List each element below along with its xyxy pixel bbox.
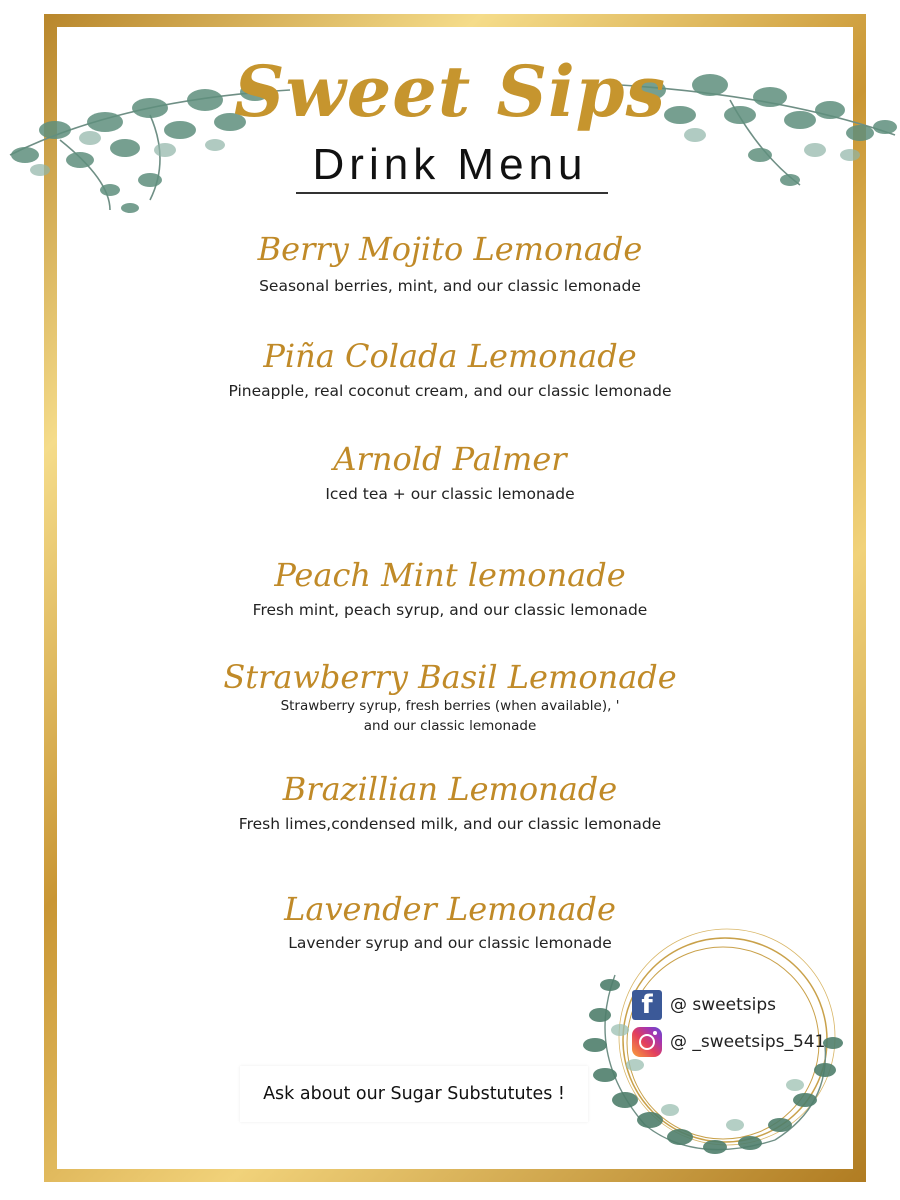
- menu-item-name: Peach Mint lemonade: [274, 556, 626, 594]
- menu-item-desc: Strawberry syrup, fresh berries (when available), ': [280, 698, 620, 714]
- facebook-icon: f: [632, 990, 662, 1020]
- menu-item-name: Strawberry Basil Lemonade: [223, 658, 677, 696]
- menu-subtitle: Drink Menu: [312, 140, 588, 189]
- menu-item-name: Berry Mojito Lemonade: [257, 230, 643, 268]
- instagram-link[interactable]: [632, 1027, 825, 1057]
- instagram-handle: @ _sweetsips_541: [670, 1032, 826, 1052]
- sugar-note: Ask about our Sugar Substututes !: [263, 1084, 565, 1104]
- menu-item-name: Lavender Lemonade: [284, 890, 616, 928]
- menu-item-name: Arnold Palmer: [333, 440, 567, 478]
- menu-item-desc: Seasonal berries, mint, and our classic lemonade: [259, 277, 641, 295]
- menu-item-desc: Lavender syrup and our classic lemonade: [288, 934, 612, 952]
- menu-item-desc: Fresh mint, peach syrup, and our classic lemonade: [252, 601, 648, 619]
- brand-title: Sweet Sips: [233, 50, 667, 133]
- title-divider: [296, 192, 608, 194]
- sugar-note-box: [240, 1066, 588, 1122]
- menu-item-name: Piña Colada Lemonade: [263, 337, 637, 375]
- menu-item-desc: Fresh limes,condensed milk, and our classic lemonade: [238, 815, 662, 833]
- instagram-icon: [632, 1027, 662, 1057]
- facebook-handle: @ sweetsips: [670, 995, 776, 1015]
- menu-item-desc-line2: and our classic lemonade: [363, 718, 537, 734]
- menu-item-desc: Pineapple, real coconut cream, and our classic lemonade: [228, 382, 672, 400]
- facebook-link[interactable]: [632, 990, 776, 1020]
- menu-item-name: Brazillian Lemonade: [282, 770, 618, 808]
- menu-item-desc: Iced tea + our classic lemonade: [325, 485, 575, 503]
